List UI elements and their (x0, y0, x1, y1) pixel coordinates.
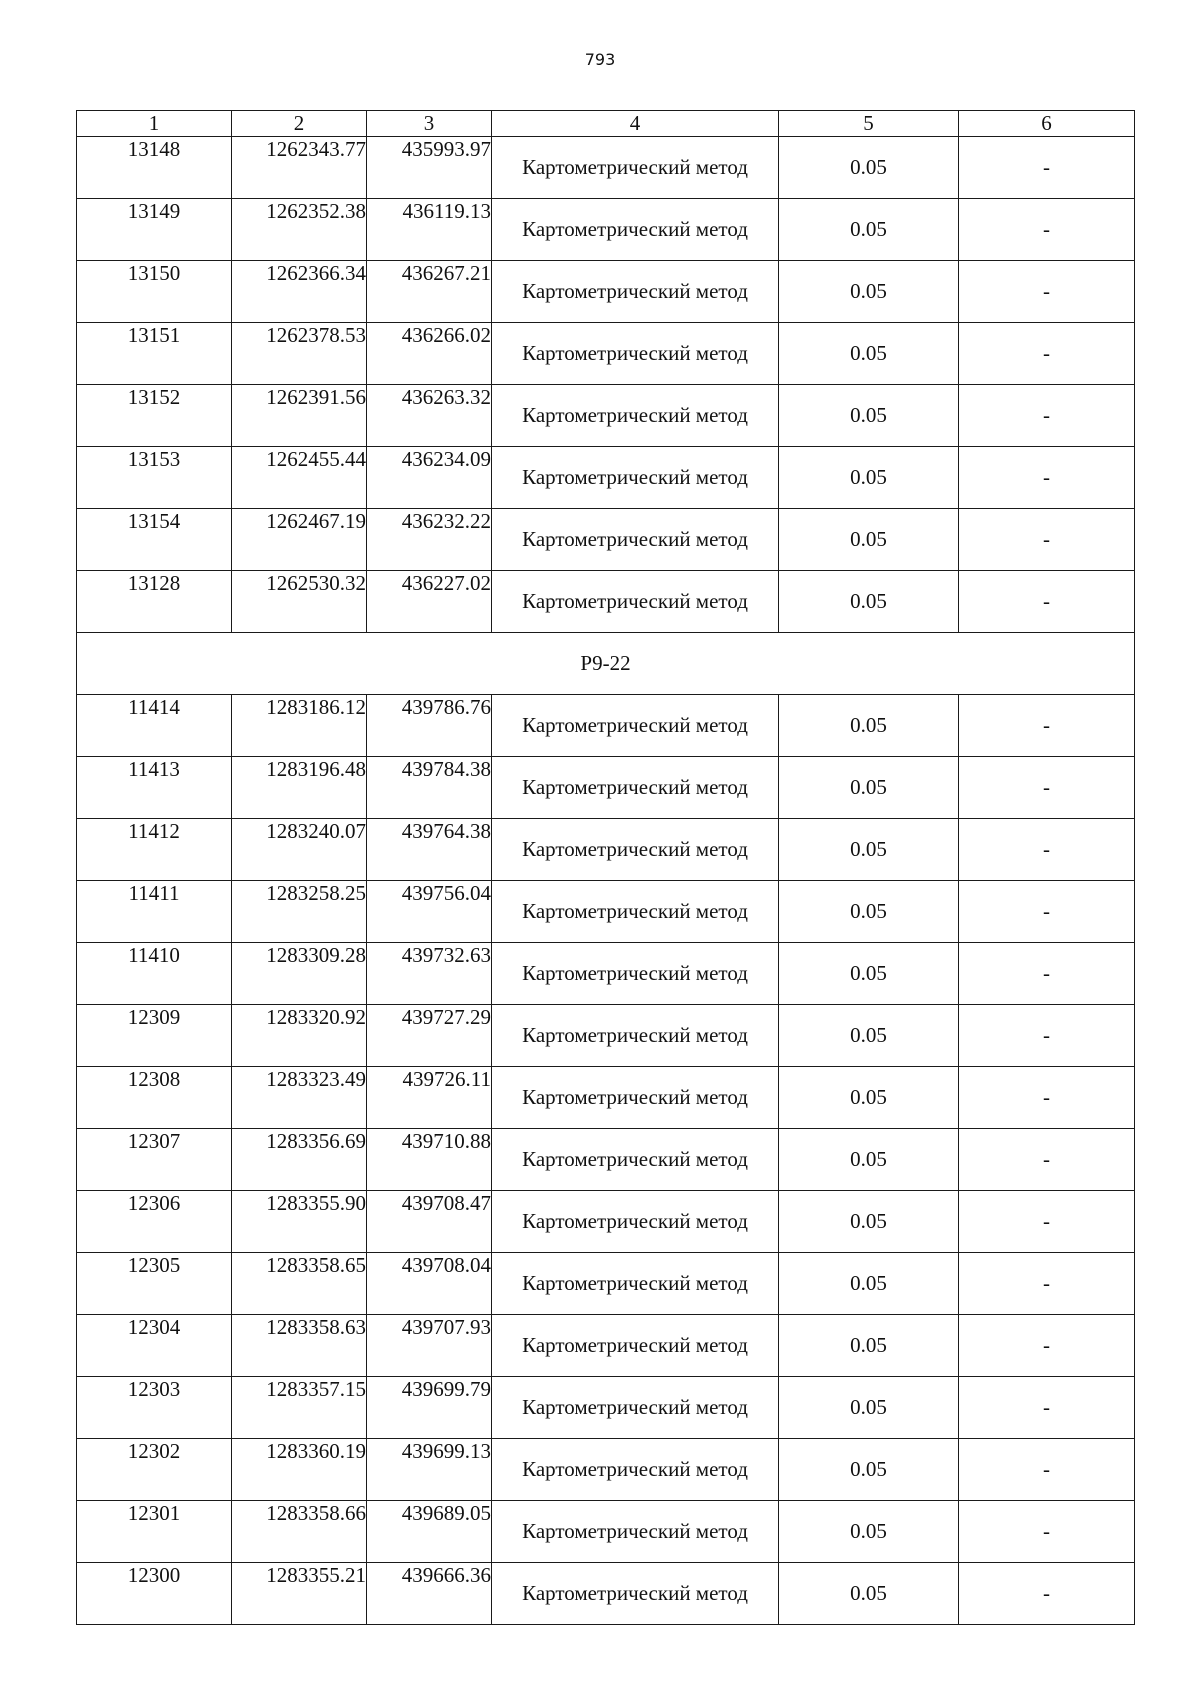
table-row (77, 757, 1135, 819)
table-row (77, 819, 1135, 881)
cell-col-2: 1283356.69 (232, 1129, 367, 1191)
cell-col-3: 439756.04 (367, 881, 492, 943)
table-header (77, 111, 1135, 137)
cell-col-4: Картометрический метод (492, 137, 779, 199)
cell-col-3: 436232.22 (367, 509, 492, 571)
table-row (77, 1191, 1135, 1253)
table-row (77, 385, 1135, 447)
cell-col-3: 439732.63 (367, 943, 492, 1005)
cell-col-6: - (959, 1501, 1135, 1563)
table-row (77, 1439, 1135, 1501)
cell-col-6: - (959, 509, 1135, 571)
table-row (77, 943, 1135, 1005)
cell-col-6: - (959, 137, 1135, 199)
cell-col-1: 11412 (77, 819, 232, 881)
cell-col-4: Картометрический метод (492, 819, 779, 881)
header-cell-5: 5 (779, 111, 959, 137)
cell-col-5: 0.05 (779, 323, 959, 385)
cell-col-3: 436234.09 (367, 447, 492, 509)
cell-col-1: 11411 (77, 881, 232, 943)
cell-col-3: 439699.79 (367, 1377, 492, 1439)
cell-col-3: 436266.02 (367, 323, 492, 385)
cell-col-4: Картометрический метод (492, 1067, 779, 1129)
cell-col-4: Картометрический метод (492, 1129, 779, 1191)
cell-col-1: 12303 (77, 1377, 232, 1439)
cell-col-6: - (959, 323, 1135, 385)
table-row (77, 1129, 1135, 1191)
cell-col-5: 0.05 (779, 881, 959, 943)
cell-col-6: - (959, 881, 1135, 943)
cell-col-6: - (959, 1315, 1135, 1377)
cell-col-6: - (959, 1067, 1135, 1129)
cell-col-4: Картометрический метод (492, 1315, 779, 1377)
table-row (77, 571, 1135, 633)
table-row (77, 509, 1135, 571)
cell-col-6: - (959, 571, 1135, 633)
cell-col-5: 0.05 (779, 447, 959, 509)
cell-col-2: 1262391.56 (232, 385, 367, 447)
cell-col-4: Картометрический метод (492, 1501, 779, 1563)
cell-col-5: 0.05 (779, 385, 959, 447)
cell-col-1: 13154 (77, 509, 232, 571)
cell-col-3: 439699.13 (367, 1439, 492, 1501)
cell-col-2: 1262530.32 (232, 571, 367, 633)
cell-col-4: Картометрический метод (492, 1191, 779, 1253)
cell-col-3: 439708.04 (367, 1253, 492, 1315)
cell-col-4: Картометрический метод (492, 1439, 779, 1501)
cell-col-4: Картометрический метод (492, 571, 779, 633)
section-label: Р9-22 (77, 633, 1135, 695)
cell-col-2: 1283358.63 (232, 1315, 367, 1377)
cell-col-2: 1283355.21 (232, 1563, 367, 1625)
cell-col-1: 12308 (77, 1067, 232, 1129)
table-row (77, 695, 1135, 757)
cell-col-2: 1262455.44 (232, 447, 367, 509)
table-row (77, 1005, 1135, 1067)
cell-col-2: 1262352.38 (232, 199, 367, 261)
cell-col-2: 1283323.49 (232, 1067, 367, 1129)
cell-col-2: 1283360.19 (232, 1439, 367, 1501)
cell-col-1: 12302 (77, 1439, 232, 1501)
cell-col-3: 436263.32 (367, 385, 492, 447)
cell-col-3: 436119.13 (367, 199, 492, 261)
cell-col-2: 1262378.53 (232, 323, 367, 385)
header-row (77, 111, 1135, 137)
cell-col-3: 439786.76 (367, 695, 492, 757)
cell-col-2: 1262467.19 (232, 509, 367, 571)
cell-col-4: Картометрический метод (492, 509, 779, 571)
cell-col-6: - (959, 1129, 1135, 1191)
header-cell-2: 2 (232, 111, 367, 137)
cell-col-1: 13149 (77, 199, 232, 261)
table-row (77, 261, 1135, 323)
cell-col-4: Картометрический метод (492, 385, 779, 447)
table-row (77, 199, 1135, 261)
cell-col-5: 0.05 (779, 1067, 959, 1129)
table-row (77, 881, 1135, 943)
table-row (77, 1315, 1135, 1377)
cell-col-1: 12304 (77, 1315, 232, 1377)
table-row (77, 137, 1135, 199)
cell-col-4: Картометрический метод (492, 881, 779, 943)
header-cell-3: 3 (367, 111, 492, 137)
cell-col-5: 0.05 (779, 261, 959, 323)
table-row (77, 1501, 1135, 1563)
cell-col-3: 439784.38 (367, 757, 492, 819)
page-number: 793 (584, 50, 616, 69)
cell-col-6: - (959, 385, 1135, 447)
cell-col-2: 1262343.77 (232, 137, 367, 199)
cell-col-6: - (959, 1253, 1135, 1315)
cell-col-3: 439707.93 (367, 1315, 492, 1377)
cell-col-1: 12301 (77, 1501, 232, 1563)
cell-col-1: 12307 (77, 1129, 232, 1191)
cell-col-2: 1283358.65 (232, 1253, 367, 1315)
cell-col-4: Картометрический метод (492, 261, 779, 323)
cell-col-4: Картометрический метод (492, 1563, 779, 1625)
cell-col-4: Картометрический метод (492, 447, 779, 509)
cell-col-1: 13148 (77, 137, 232, 199)
cell-col-1: 13152 (77, 385, 232, 447)
cell-col-5: 0.05 (779, 1191, 959, 1253)
cell-col-1: 13150 (77, 261, 232, 323)
cell-col-5: 0.05 (779, 1501, 959, 1563)
section-divider (77, 633, 1135, 695)
cell-col-6: - (959, 1005, 1135, 1067)
cell-col-5: 0.05 (779, 1253, 959, 1315)
cell-col-2: 1283357.15 (232, 1377, 367, 1439)
cell-col-3: 439764.38 (367, 819, 492, 881)
cell-col-4: Картометрический метод (492, 943, 779, 1005)
cell-col-1: 13153 (77, 447, 232, 509)
cell-col-2: 1262366.34 (232, 261, 367, 323)
table-body-after-section (77, 695, 1135, 1625)
cell-col-5: 0.05 (779, 1439, 959, 1501)
section-row (77, 633, 1135, 695)
table-row (77, 1253, 1135, 1315)
cell-col-5: 0.05 (779, 199, 959, 261)
cell-col-6: - (959, 1439, 1135, 1501)
cell-col-6: - (959, 943, 1135, 1005)
cell-col-4: Картометрический метод (492, 695, 779, 757)
cell-col-4: Картометрический метод (492, 1253, 779, 1315)
table-row (77, 447, 1135, 509)
cell-col-4: Картометрический метод (492, 1005, 779, 1067)
cell-col-6: - (959, 447, 1135, 509)
cell-col-4: Картометрический метод (492, 1377, 779, 1439)
cell-col-2: 1283240.07 (232, 819, 367, 881)
cell-col-5: 0.05 (779, 509, 959, 571)
cell-col-2: 1283186.12 (232, 695, 367, 757)
table-row (77, 1067, 1135, 1129)
cell-col-1: 12306 (77, 1191, 232, 1253)
cell-col-5: 0.05 (779, 1005, 959, 1067)
cell-col-4: Картометрический метод (492, 757, 779, 819)
cell-col-3: 439708.47 (367, 1191, 492, 1253)
table-body-before-section (77, 137, 1135, 633)
cell-col-4: Картометрический метод (492, 323, 779, 385)
cell-col-6: - (959, 757, 1135, 819)
cell-col-6: - (959, 261, 1135, 323)
cell-col-5: 0.05 (779, 819, 959, 881)
cell-col-6: - (959, 695, 1135, 757)
cell-col-2: 1283355.90 (232, 1191, 367, 1253)
cell-col-2: 1283320.92 (232, 1005, 367, 1067)
cell-col-6: - (959, 1563, 1135, 1625)
cell-col-3: 436227.02 (367, 571, 492, 633)
cell-col-4: Картометрический метод (492, 199, 779, 261)
table-row (77, 1377, 1135, 1439)
cell-col-1: 13151 (77, 323, 232, 385)
cell-col-5: 0.05 (779, 695, 959, 757)
cell-col-1: 12309 (77, 1005, 232, 1067)
cell-col-2: 1283358.66 (232, 1501, 367, 1563)
cell-col-2: 1283196.48 (232, 757, 367, 819)
cell-col-6: - (959, 1191, 1135, 1253)
cell-col-3: 435993.97 (367, 137, 492, 199)
header-cell-6: 6 (959, 111, 1135, 137)
cell-col-5: 0.05 (779, 1129, 959, 1191)
header-cell-4: 4 (492, 111, 779, 137)
cell-col-2: 1283258.25 (232, 881, 367, 943)
cell-col-6: - (959, 1377, 1135, 1439)
cell-col-1: 12300 (77, 1563, 232, 1625)
cell-col-1: 12305 (77, 1253, 232, 1315)
cell-col-5: 0.05 (779, 1563, 959, 1625)
header-cell-1: 1 (77, 111, 232, 137)
cell-col-3: 439666.36 (367, 1563, 492, 1625)
table-row (77, 323, 1135, 385)
cell-col-5: 0.05 (779, 137, 959, 199)
cell-col-3: 439710.88 (367, 1129, 492, 1191)
cell-col-3: 439727.29 (367, 1005, 492, 1067)
table-row (77, 1563, 1135, 1625)
cell-col-2: 1283309.28 (232, 943, 367, 1005)
cell-col-6: - (959, 199, 1135, 261)
cell-col-5: 0.05 (779, 1377, 959, 1439)
cell-col-5: 0.05 (779, 571, 959, 633)
cell-col-3: 436267.21 (367, 261, 492, 323)
cell-col-5: 0.05 (779, 1315, 959, 1377)
coordinates-table (76, 110, 1135, 1625)
cell-col-1: 11413 (77, 757, 232, 819)
cell-col-1: 11414 (77, 695, 232, 757)
cell-col-5: 0.05 (779, 757, 959, 819)
cell-col-3: 439689.05 (367, 1501, 492, 1563)
cell-col-5: 0.05 (779, 943, 959, 1005)
cell-col-3: 439726.11 (367, 1067, 492, 1129)
cell-col-6: - (959, 819, 1135, 881)
cell-col-1: 11410 (77, 943, 232, 1005)
cell-col-1: 13128 (77, 571, 232, 633)
